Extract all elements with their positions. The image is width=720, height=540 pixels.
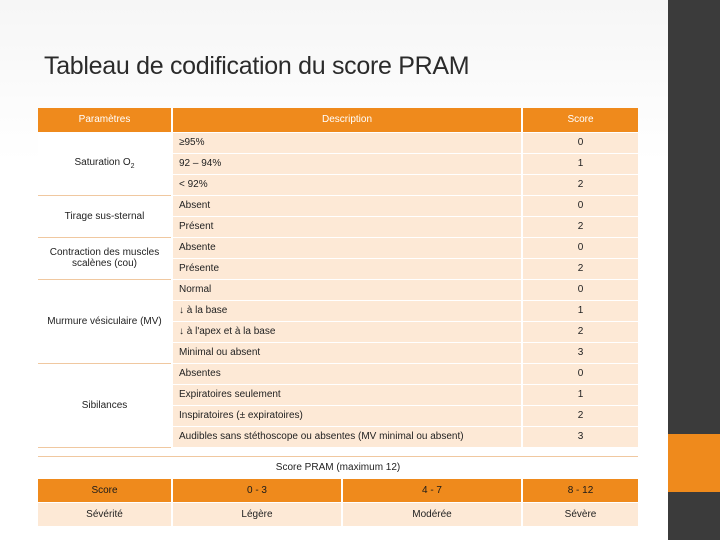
- score-cell: 1: [522, 153, 638, 174]
- param-sibilances: Sibilances: [38, 363, 172, 447]
- score-cell: 0: [522, 363, 638, 384]
- score-cell: 0: [522, 237, 638, 258]
- desc-cell: Absent: [172, 195, 522, 216]
- desc-cell: Minimal ou absent: [172, 342, 522, 363]
- summary-severity: Légère: [172, 503, 342, 527]
- table-row: [38, 363, 638, 384]
- page-title: Tableau de codification du score PRAM: [44, 52, 470, 80]
- desc-cell: Normal: [172, 279, 522, 300]
- desc-cell: Présent: [172, 216, 522, 237]
- desc-cell: Audibles sans stéthoscope ou absentes (MV minimal ou absent): [172, 426, 522, 447]
- summary-range: 4 - 7: [342, 479, 522, 503]
- score-cell: 2: [522, 405, 638, 426]
- table-header-row: [38, 108, 638, 132]
- desc-cell: Absentes: [172, 363, 522, 384]
- desc-cell: < 92%: [172, 174, 522, 195]
- desc-cell: Expiratoires seulement: [172, 384, 522, 405]
- summary-severity: Sévère: [522, 503, 638, 527]
- param-contraction: Contraction des muscles scalènes (cou): [38, 237, 172, 279]
- desc-cell: ≥95%: [172, 132, 522, 153]
- summary-severity-row: [38, 503, 638, 527]
- header-desc: Description: [172, 108, 522, 132]
- summary-heading-row: [38, 457, 638, 479]
- summary-score-row: [38, 479, 638, 503]
- param-saturation: [38, 132, 172, 195]
- score-cell: 0: [522, 195, 638, 216]
- pram-summary-table: [38, 456, 638, 527]
- summary-severity: Modérée: [342, 503, 522, 527]
- score-cell: 2: [522, 321, 638, 342]
- header-score: Score: [522, 108, 638, 132]
- desc-cell: 92 – 94%: [172, 153, 522, 174]
- param-tirage: Tirage sus-sternal: [38, 195, 172, 237]
- score-cell: 1: [522, 384, 638, 405]
- summary-score-label: Score: [38, 479, 172, 503]
- desc-cell: Présente: [172, 258, 522, 279]
- score-cell: 3: [522, 426, 638, 447]
- summary-range: 0 - 3: [172, 479, 342, 503]
- param-saturation-label: Saturation O: [74, 157, 131, 168]
- header-param: Paramètres: [38, 108, 172, 132]
- desc-cell: ↓ à l'apex et à la base: [172, 321, 522, 342]
- summary-heading: Score PRAM (maximum 12): [38, 457, 638, 479]
- pram-score-table: [38, 108, 638, 448]
- summary-range: 8 - 12: [522, 479, 638, 503]
- score-cell: 0: [522, 279, 638, 300]
- score-cell: 3: [522, 342, 638, 363]
- desc-cell: Absente: [172, 237, 522, 258]
- summary-severity-label: Sévérité: [38, 503, 172, 527]
- score-cell: 1: [522, 300, 638, 321]
- desc-cell: ↓ à la base: [172, 300, 522, 321]
- table-row: [38, 237, 638, 258]
- table-row: [38, 132, 638, 153]
- desc-cell: Inspiratoires (± expiratoires): [172, 405, 522, 426]
- param-murmure: Murmure vésiculaire (MV): [38, 279, 172, 363]
- slide-side-accent: [668, 434, 720, 492]
- score-cell: 2: [522, 258, 638, 279]
- table-row: [38, 279, 638, 300]
- score-cell: 0: [522, 132, 638, 153]
- score-cell: 2: [522, 216, 638, 237]
- table-row: [38, 195, 638, 216]
- score-cell: 2: [522, 174, 638, 195]
- param-saturation-sub: 2: [130, 163, 135, 170]
